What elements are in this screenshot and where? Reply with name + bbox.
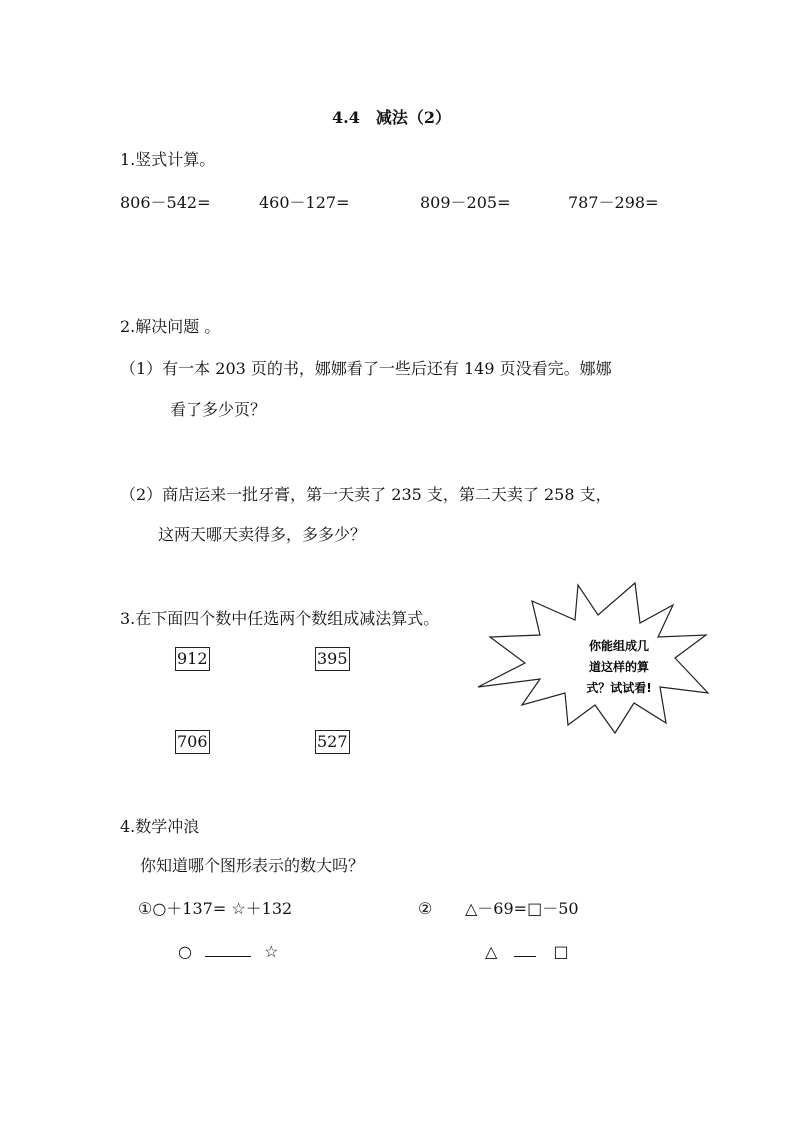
number-box-527: 527 bbox=[315, 730, 350, 754]
equation-1: ①○＋137= ☆＋132 bbox=[138, 899, 293, 918]
problem-1-line-1: （1）有一本 203 页的书，娜娜看了一些后还有 149 页没看完。娜娜 bbox=[120, 359, 612, 378]
compare-2 bbox=[485, 940, 569, 962]
square-symbol: □ bbox=[553, 942, 569, 961]
expression-3: 809－205= bbox=[420, 193, 511, 212]
starburst-bubble bbox=[470, 575, 750, 750]
question-1-heading: 1.竖式计算。 bbox=[120, 150, 216, 169]
expression-1: 806－542= bbox=[120, 193, 211, 212]
question-2-heading: 2.解决问题 。 bbox=[120, 317, 221, 336]
bubble-line-1: 你能组成几 bbox=[588, 639, 650, 653]
bubble-line-2: 道这样的算 bbox=[588, 660, 650, 674]
problem-1-line-2: 看了多少页？ bbox=[170, 400, 267, 419]
triangle-symbol: △ bbox=[485, 942, 498, 961]
expression-2: 460－127= bbox=[259, 193, 350, 212]
page-title: 4.4 减法（2） bbox=[332, 108, 451, 127]
problem-2-line-1: （2）商店运来一批牙膏，第一天卖了 235 支，第二天卖了 258 支， bbox=[120, 485, 612, 504]
bubble-line-3: 式？试试看! bbox=[586, 681, 652, 695]
star-symbol: ☆ bbox=[264, 942, 279, 961]
question-3-heading: 3.在下面四个数中任选两个数组成减法算式。 bbox=[120, 609, 440, 628]
equation-2-number: ② bbox=[418, 899, 433, 918]
circle-symbol: ○ bbox=[178, 942, 192, 961]
starburst-shape bbox=[478, 583, 708, 733]
question-4-prompt: 你知道哪个图形表示的数大吗？ bbox=[140, 856, 365, 875]
compare-1 bbox=[178, 940, 279, 962]
expression-4: 787－298= bbox=[568, 193, 659, 212]
number-box-395: 395 bbox=[315, 647, 350, 671]
compare-2-blank[interactable] bbox=[514, 940, 536, 957]
number-box-706: 706 bbox=[175, 730, 210, 754]
number-box-912: 912 bbox=[175, 647, 210, 671]
equation-2: △－69=□－50 bbox=[465, 899, 579, 918]
problem-2-line-2: 这两天哪天卖得多，多多少？ bbox=[158, 525, 367, 544]
question-4-heading: 4.数学冲浪 bbox=[120, 817, 200, 836]
compare-1-blank[interactable] bbox=[205, 940, 251, 957]
